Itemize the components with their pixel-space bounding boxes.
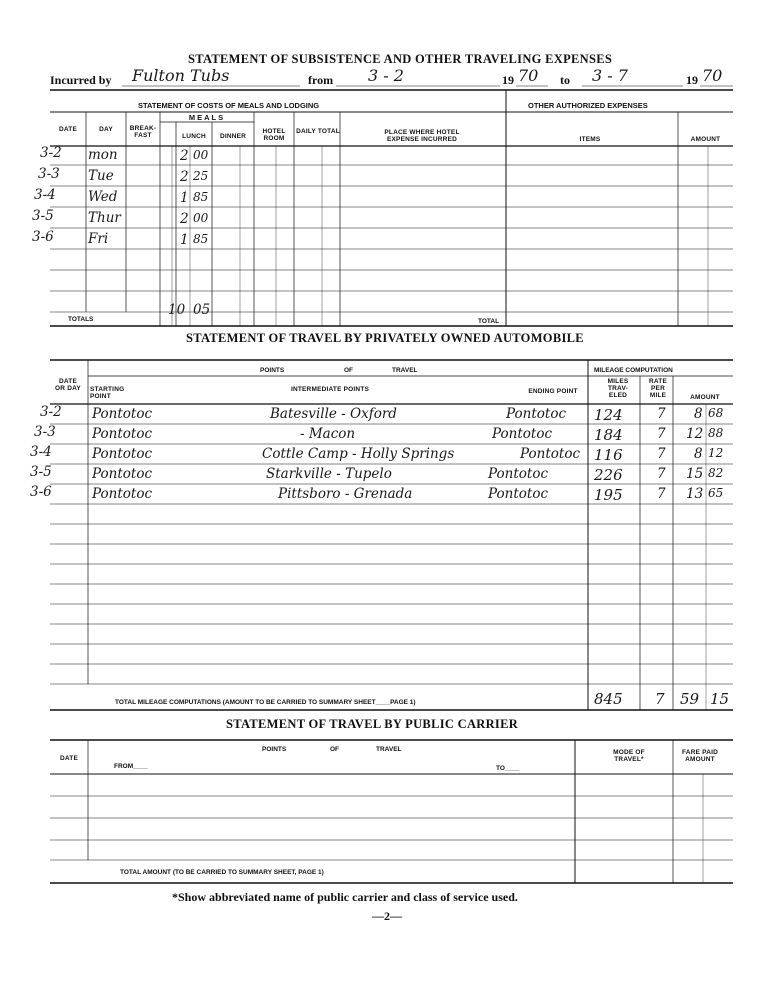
auto-total-amount-dollars[interactable]: 59 bbox=[680, 690, 700, 708]
auto-row-start[interactable]: Pontotoc bbox=[92, 466, 153, 482]
meals-col-breakfast: BREAK-FAST bbox=[129, 125, 157, 139]
auto-row-date[interactable]: 3-2 bbox=[40, 404, 62, 420]
carrier-travel-label: TRAVEL bbox=[376, 746, 402, 753]
other-col-amount: AMOUNT bbox=[690, 136, 721, 143]
auto-row-date[interactable]: 3-6 bbox=[30, 484, 52, 500]
lunch-total-dollars[interactable]: 10 bbox=[168, 302, 186, 318]
auto-row-rate[interactable]: 7 bbox=[657, 486, 666, 502]
auto-total-amount-cents[interactable]: 15 bbox=[710, 690, 730, 708]
meals-row-day[interactable]: Fri bbox=[88, 231, 109, 247]
auto-travel-label: TRAVEL bbox=[392, 367, 418, 374]
auto-row-amount-cents[interactable]: 88 bbox=[708, 426, 724, 440]
auto-row-miles[interactable]: 124 bbox=[594, 406, 623, 424]
year-value-1[interactable]: 70 bbox=[518, 66, 539, 85]
carrier-section-title: STATEMENT OF TRAVEL BY PUBLIC CARRIER bbox=[226, 717, 519, 731]
year-prefix-2: 19 bbox=[686, 73, 698, 87]
auto-points-label: POINTS bbox=[260, 367, 285, 374]
auto-row-rate[interactable]: 7 bbox=[657, 466, 666, 482]
meals-row-lunch-cents[interactable]: 85 bbox=[193, 190, 209, 204]
auto-row-start[interactable]: Pontotoc bbox=[92, 406, 153, 422]
auto-section-title: STATEMENT OF TRAVEL BY PRIVATELY OWNED AUTOMOBILE bbox=[186, 331, 584, 345]
meals-section-title: STATEMENT OF COSTS OF MEALS AND LODGING bbox=[138, 101, 320, 110]
carrier-to-label: TO____ bbox=[496, 765, 520, 772]
auto-total-rate[interactable]: 7 bbox=[655, 690, 665, 708]
incurred-by-value[interactable]: Fulton Tubs bbox=[132, 66, 230, 85]
auto-of-label: OF bbox=[344, 367, 354, 374]
auto-row-intermediate[interactable]: - Macon bbox=[300, 426, 356, 442]
auto-row-intermediate[interactable]: Cottle Camp - Holly Springs bbox=[262, 446, 455, 462]
other-col-items: ITEMS bbox=[579, 136, 601, 143]
auto-total-label: TOTAL MILEAGE COMPUTATIONS (AMOUNT TO BE CARRIED TO SUMMARY SHEET____PAGE 1) bbox=[115, 699, 416, 706]
auto-row-amount-dollars[interactable]: 12 bbox=[686, 426, 704, 442]
auto-col-amount: AMOUNT bbox=[690, 394, 720, 401]
year-prefix-1: 19 bbox=[502, 73, 514, 87]
auto-row-end[interactable]: Pontotoc bbox=[488, 466, 549, 482]
other-total-label: TOTAL bbox=[478, 318, 500, 325]
auto-row-end[interactable]: Pontotoc bbox=[520, 446, 581, 462]
meals-row-lunch-cents[interactable]: 00 bbox=[193, 148, 209, 162]
meals-col-lunch: LUNCH bbox=[182, 133, 206, 140]
meals-row-date[interactable]: 3-4 bbox=[34, 187, 56, 203]
auto-col-start: STARTING POINT bbox=[90, 386, 125, 400]
auto-row-rate[interactable]: 7 bbox=[657, 406, 666, 422]
auto-row-start[interactable]: Pontotoc bbox=[92, 426, 153, 442]
auto-col-intermediate: INTERMEDIATE POINTS bbox=[290, 386, 370, 393]
auto-col-ending: ENDING POINT bbox=[528, 388, 578, 395]
from-label: from bbox=[308, 73, 334, 87]
from-date-value[interactable]: 3 - 2 bbox=[368, 66, 404, 85]
meals-col-daily: DAILY TOTAL bbox=[296, 128, 340, 135]
auto-row-rate[interactable]: 7 bbox=[657, 426, 666, 442]
auto-row-date[interactable]: 3-5 bbox=[30, 464, 52, 480]
year-value-2[interactable]: 70 bbox=[702, 66, 723, 85]
lunch-total-cents[interactable]: 05 bbox=[193, 302, 211, 318]
auto-row-amount-dollars[interactable]: 8 bbox=[694, 446, 703, 462]
auto-row-amount-cents[interactable]: 82 bbox=[708, 466, 724, 480]
carrier-col-date: DATE bbox=[59, 755, 78, 762]
auto-row-intermediate[interactable]: Pittsboro - Grenada bbox=[278, 486, 413, 502]
auto-row-miles[interactable]: 116 bbox=[594, 446, 623, 464]
footer-note: *Show abbreviated name of public carrier and class of service used. bbox=[172, 890, 518, 904]
meals-row-lunch-cents[interactable]: 25 bbox=[193, 169, 209, 183]
auto-row-amount-cents[interactable]: 12 bbox=[708, 446, 724, 460]
carrier-col-mode: MODE OF TRAVEL* bbox=[613, 749, 645, 763]
auto-row-amount-dollars[interactable]: 13 bbox=[686, 486, 704, 502]
auto-row-end[interactable]: Pontotoc bbox=[506, 406, 567, 422]
auto-row-miles[interactable]: 195 bbox=[594, 486, 623, 504]
meals-col-hotel: HOTEL ROOM bbox=[262, 128, 286, 142]
auto-row-amount-dollars[interactable]: 15 bbox=[686, 466, 704, 482]
auto-row-end[interactable]: Pontotoc bbox=[492, 426, 553, 442]
auto-row-miles[interactable]: 184 bbox=[594, 426, 623, 444]
carrier-of-label: OF bbox=[330, 746, 340, 753]
incurred-by-label: Incurred by bbox=[50, 73, 112, 87]
auto-row-intermediate[interactable]: Batesville - Oxford bbox=[270, 406, 397, 422]
meals-row-lunch-dollars[interactable]: 1 bbox=[180, 190, 189, 206]
auto-row-date[interactable]: 3-4 bbox=[30, 444, 52, 460]
meals-col-day: DAY bbox=[99, 126, 113, 133]
other-expenses-title: OTHER AUTHORIZED EXPENSES bbox=[528, 101, 648, 110]
meals-col-date: DATE bbox=[58, 126, 77, 133]
auto-col-miles: MILES TRAV-ELED bbox=[607, 378, 629, 399]
auto-row-date[interactable]: 3-3 bbox=[34, 424, 56, 440]
auto-row-amount-cents[interactable]: 68 bbox=[708, 406, 724, 420]
meals-row-day[interactable]: mon bbox=[88, 147, 118, 163]
to-date-value[interactable]: 3 - 7 bbox=[592, 66, 628, 85]
meals-row-lunch-cents[interactable]: 85 bbox=[193, 232, 209, 246]
meals-col-dinner: DINNER bbox=[219, 133, 247, 140]
meals-col-meals: MEALS bbox=[188, 113, 226, 122]
meals-row-day[interactable]: Thur bbox=[88, 210, 121, 226]
auto-row-amount-dollars[interactable]: 8 bbox=[694, 406, 703, 422]
meals-row-date[interactable]: 3-5 bbox=[32, 208, 54, 224]
form-title: STATEMENT OF SUBSISTENCE AND OTHER TRAVELING EXPENSES bbox=[188, 52, 613, 66]
meals-row-day[interactable]: Tue bbox=[88, 168, 114, 184]
meals-row-lunch-cents[interactable]: 00 bbox=[193, 211, 209, 225]
carrier-total-label: TOTAL AMOUNT (TO BE CARRIED TO SUMMARY SHEET, PAGE 1) bbox=[120, 869, 324, 876]
meals-row-lunch-dollars[interactable]: 2 bbox=[180, 169, 189, 185]
meals-row-date[interactable]: 3-3 bbox=[38, 166, 60, 182]
auto-row-rate[interactable]: 7 bbox=[657, 446, 666, 462]
meals-row-lunch-dollars[interactable]: 2 bbox=[180, 148, 189, 164]
auto-row-start[interactable]: Pontotoc bbox=[92, 446, 153, 462]
auto-total-miles[interactable]: 845 bbox=[594, 690, 623, 708]
meals-row-lunch-dollars[interactable]: 1 bbox=[180, 232, 189, 248]
mileage-computation-title: MILEAGE COMPUTATION bbox=[594, 367, 673, 374]
carrier-col-fare: FARE PAID AMOUNT bbox=[682, 749, 718, 763]
auto-row-end[interactable]: Pontotoc bbox=[488, 486, 549, 502]
auto-row-intermediate[interactable]: Starkville - Tupelo bbox=[266, 466, 392, 482]
auto-row-amount-cents[interactable]: 65 bbox=[708, 486, 724, 500]
carrier-points-label: POINTS bbox=[262, 746, 287, 753]
auto-col-rate: RATE PER MILE bbox=[648, 378, 667, 399]
to-label: to bbox=[560, 73, 570, 87]
meals-row-date[interactable]: 3-2 bbox=[40, 145, 62, 161]
meals-row-date[interactable]: 3-6 bbox=[32, 229, 54, 245]
auto-col-date: DATE OR DAY bbox=[55, 378, 81, 392]
auto-row-start[interactable]: Pontotoc bbox=[92, 486, 153, 502]
meals-totals-label: TOTALS bbox=[68, 316, 94, 323]
meals-col-place: PLACE WHERE HOTEL EXPENSE INCURRED bbox=[384, 129, 460, 143]
meals-row-lunch-dollars[interactable]: 2 bbox=[180, 211, 189, 227]
meals-row-day[interactable]: Wed bbox=[88, 189, 118, 205]
page-number: —2— bbox=[372, 909, 402, 923]
carrier-from-label: FROM____ bbox=[114, 763, 148, 770]
auto-row-miles[interactable]: 226 bbox=[594, 466, 623, 484]
